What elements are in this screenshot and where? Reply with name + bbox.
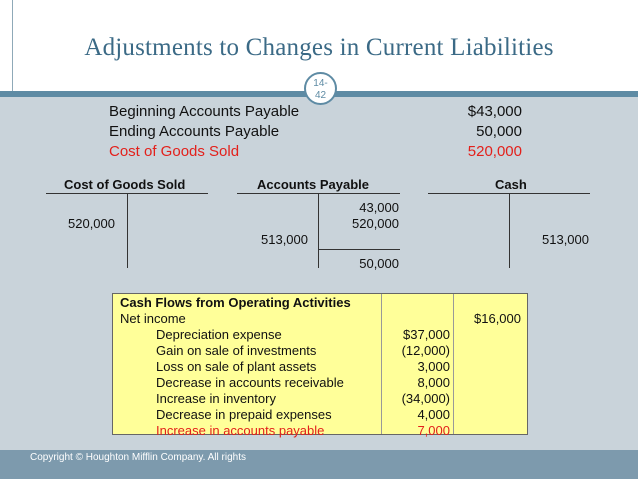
summary-amount-cogs: 520,000 bbox=[467, 143, 522, 160]
summary-label-cogs: Cost of Goods Sold bbox=[109, 143, 240, 160]
t-account-balance-ap: 50,000 bbox=[359, 256, 399, 271]
cash-flow-label: Depreciation expense bbox=[156, 327, 282, 342]
cash-flow-label: Loss on sale of plant assets bbox=[156, 359, 317, 374]
cash-flow-label: Net income bbox=[120, 311, 186, 326]
cash-flow-label: Increase in inventory bbox=[156, 391, 276, 406]
t-account-credit-ap-purchases: 520,000 bbox=[352, 216, 399, 231]
cash-flow-table bbox=[112, 293, 528, 438]
cash-flow-amount: (12,000) bbox=[401, 343, 450, 358]
t-account-debit-cogs: 520,000 bbox=[68, 216, 115, 231]
slide-number-page: 42 bbox=[314, 90, 327, 101]
t-account-credit-ap-beginning: 43,000 bbox=[359, 200, 399, 215]
t-account-debit-ap: 513,000 bbox=[261, 232, 308, 247]
cash-flow-total: $16,000 bbox=[474, 311, 521, 326]
copyright-notice: Copyright © Houghton Mifflin Company. All rights bbox=[30, 452, 246, 463]
cash-flow-label: Gain on sale of investments bbox=[156, 343, 317, 358]
t-account-title-cogs: Cost of Goods Sold bbox=[64, 177, 186, 192]
t-account-title-cash: Cash bbox=[495, 177, 527, 192]
cash-flow-row-accounts-receivable bbox=[113, 375, 527, 391]
summary-amount-ending-ap: 50,000 bbox=[476, 123, 522, 140]
t-account-stem-cash bbox=[509, 193, 510, 268]
summary-label-beginning-ap: Beginning Accounts Payable bbox=[109, 103, 300, 120]
cash-flow-row-gain-investments bbox=[113, 343, 527, 359]
t-account-balance-rule-ap bbox=[318, 249, 400, 250]
cash-flow-row-heading bbox=[113, 295, 527, 311]
cash-flow-label: Decrease in prepaid expenses bbox=[156, 407, 332, 422]
slide-title: Adjustments to Changes in Current Liabilities bbox=[84, 34, 554, 61]
cash-flow-row-depreciation bbox=[113, 327, 527, 343]
cash-flow-label: Decrease in accounts receivable bbox=[156, 375, 344, 390]
cash-flow-row-loss-plant-assets bbox=[113, 359, 527, 375]
t-account-stem-ap bbox=[318, 193, 319, 268]
cash-flow-amount: 3,000 bbox=[417, 359, 450, 374]
slide-number-badge bbox=[304, 72, 337, 105]
summary-label-ending-ap: Ending Accounts Payable bbox=[109, 123, 280, 140]
t-account-stem-cogs bbox=[127, 193, 128, 268]
slide-number-chapter: 14- bbox=[313, 78, 328, 89]
cash-flow-row-prepaid-expenses bbox=[113, 407, 527, 423]
cash-flow-row-inventory bbox=[113, 391, 527, 407]
cash-flow-amount: 4,000 bbox=[417, 407, 450, 422]
t-account-credit-cash: 513,000 bbox=[542, 232, 589, 247]
cash-flow-amount: (34,000) bbox=[401, 391, 450, 406]
summary-amount-beginning-ap: $43,000 bbox=[467, 103, 522, 120]
cash-flow-row-net-income bbox=[113, 311, 527, 327]
cash-flow-amount: $37,000 bbox=[403, 327, 450, 342]
t-account-title-ap: Accounts Payable bbox=[257, 177, 369, 192]
cash-flow-label: Increase in accounts payable bbox=[156, 423, 325, 438]
cash-flow-amount: 7,000 bbox=[417, 423, 450, 438]
cash-flow-label: Cash Flows from Operating Activities bbox=[120, 295, 351, 310]
cash-flow-amount: 8,000 bbox=[417, 375, 450, 390]
cash-flow-row-accounts-payable bbox=[113, 423, 527, 439]
